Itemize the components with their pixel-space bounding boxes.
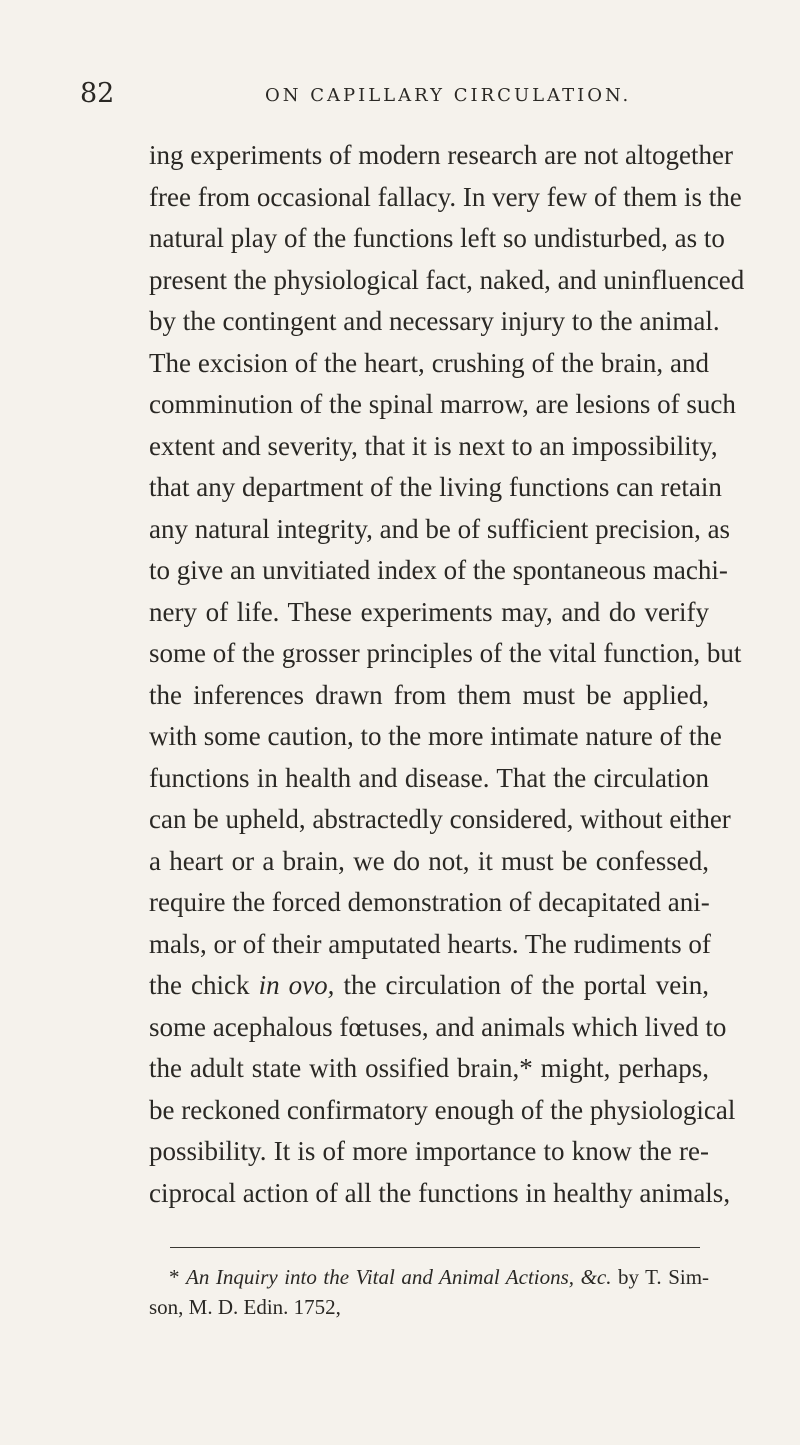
text-line: ing experiments of modern research are not altogether bbox=[149, 140, 734, 170]
text-line: a heart or a brain, we do not, it must be confessed, bbox=[149, 845, 709, 876]
text-line-with-italic bbox=[149, 965, 709, 1007]
text-line: nery of life. These experiments may, and do verify bbox=[149, 596, 709, 627]
text-line: mals, or of their amputated hearts. The rudiments of bbox=[149, 928, 711, 959]
text-fragment: the circulation of the portal vein, bbox=[343, 970, 709, 1000]
italic-phrase: in ovo, bbox=[258, 970, 335, 1000]
footnote-marker: * bbox=[169, 1265, 180, 1289]
text-line: comminution of the spinal marrow, are lesions of such bbox=[149, 389, 736, 419]
text-line: can be upheld, abstractedly considered, without either bbox=[149, 804, 731, 834]
text-line: that any department of the living functions can retain bbox=[149, 472, 722, 502]
text-line: ciprocal action of all the functions in healthy animals, bbox=[149, 1177, 731, 1208]
body-text bbox=[149, 135, 745, 1214]
text-line: natural play of the functions left so undisturbed, as to bbox=[149, 223, 725, 253]
footnote bbox=[149, 1262, 709, 1322]
footnote-line bbox=[149, 1262, 709, 1292]
text-line: the inferences drawn from them must be applied, bbox=[149, 679, 709, 710]
text-line: some acephalous fœtuses, and animals which lived to bbox=[149, 1011, 727, 1042]
text-line: any natural integrity, and be of sufficient precision, as bbox=[149, 513, 731, 544]
text-line: The excision of the heart, crushing of the brain, and bbox=[149, 347, 709, 378]
footnote-rule bbox=[170, 1247, 700, 1248]
running-head bbox=[80, 78, 720, 118]
running-title: ON CAPILLARY CIRCULATION. bbox=[265, 85, 632, 106]
text-fragment: the chick bbox=[149, 970, 250, 1000]
text-line: with some caution, to the more intimate nature of the bbox=[149, 721, 722, 751]
text-line: some of the grosser principles of the vital function, but bbox=[149, 638, 742, 668]
text-line: require the forced demonstration of decapitated ani- bbox=[149, 887, 710, 917]
footnote-title: An Inquiry into the Vital and Animal Actions, &c. bbox=[186, 1265, 612, 1289]
text-line: extent and severity, that it is next to an impossibility, bbox=[149, 430, 718, 461]
footnote-author: by T. Sim- bbox=[618, 1265, 710, 1289]
text-line: be reckoned confirmatory enough of the physiological bbox=[149, 1094, 736, 1125]
footnote-line: son, M. D. Edin. 1752, bbox=[149, 1295, 341, 1319]
text-line: functions in health and disease. That the circulation bbox=[149, 762, 709, 793]
text-line: the adult state with ossified brain,* might, perhaps, bbox=[149, 1053, 709, 1083]
text-line: present the physiological fact, naked, and uninfluenced bbox=[149, 264, 745, 295]
text-line: possibility. It is of more importance to know the re- bbox=[149, 1136, 709, 1166]
text-line: free from occasional fallacy. In very few of them is the bbox=[149, 181, 742, 212]
text-line: to give an unvitiated index of the spontaneous machi- bbox=[149, 555, 728, 585]
text-line: by the contingent and necessary injury to the animal. bbox=[149, 306, 720, 336]
page-number: 82 bbox=[80, 78, 115, 109]
